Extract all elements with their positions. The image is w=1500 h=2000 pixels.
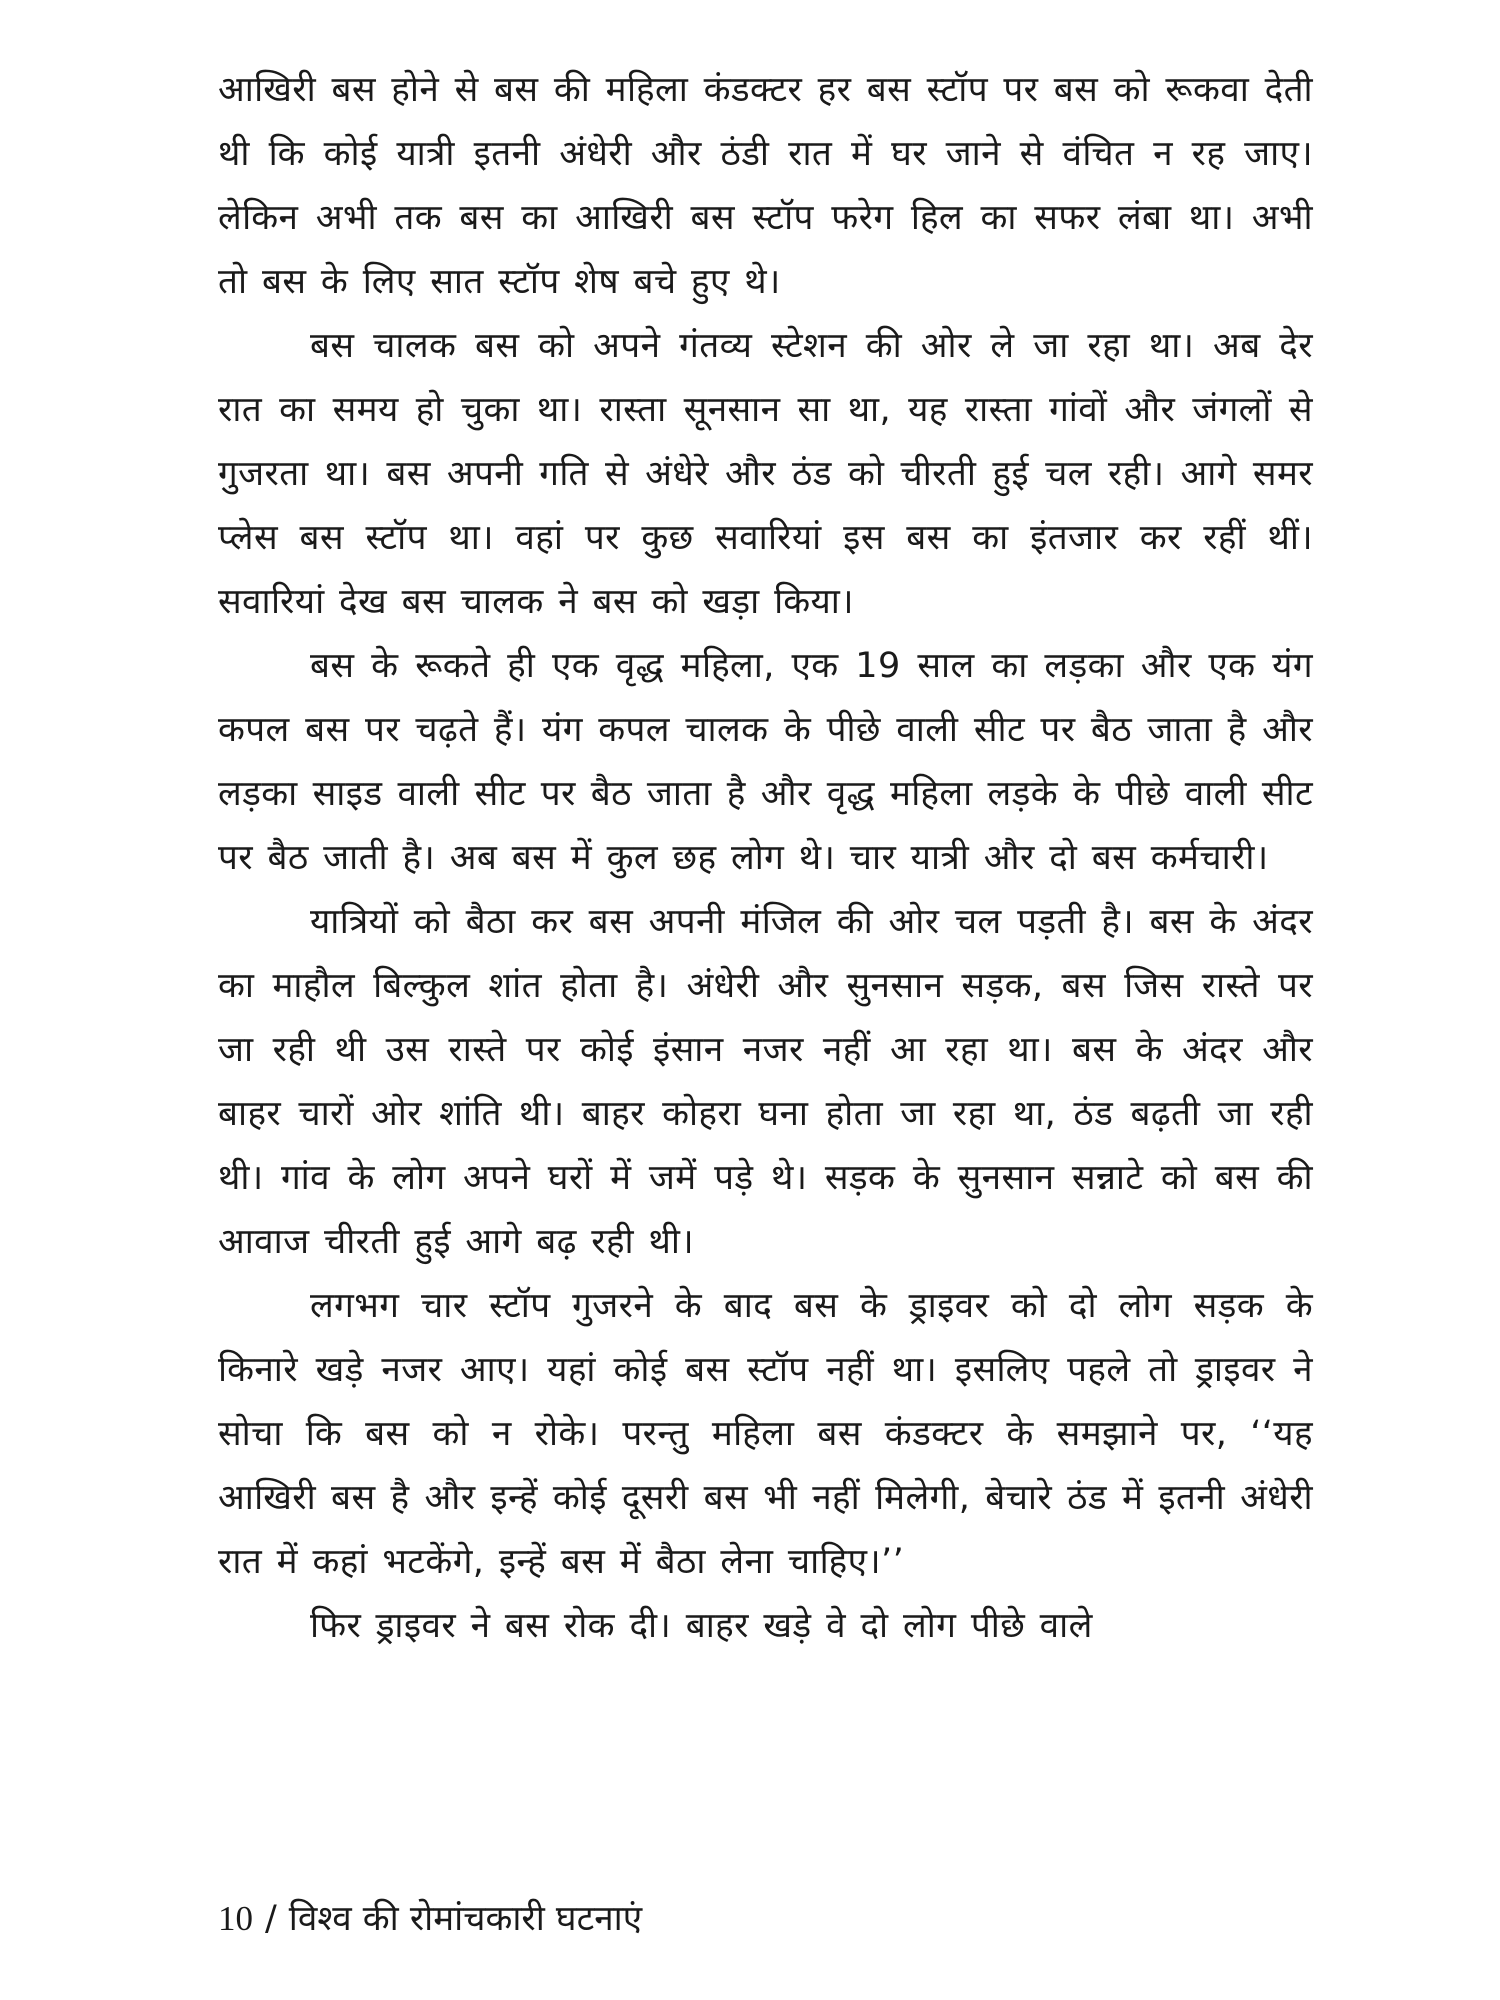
paragraph-2: बस चालक बस को अपने गंतव्य स्टेशन की ओर ले जा रहा था। अब देर रात का समय हो चुका था। रास्ता सूनसान सा था, यह रास्ता गांवों और जंगलों से गुजरता था। बस अपनी गति से अंधेरे और ठंड को चीरती हुई चल रही। आगे समर प्लेस बस स्टॉप था। वहां पर कुछ सवारियां इस बस का इंतजार कर रहीं थीं। सवारियां देख बस चालक ने बस को खड़ा किया। xyxy=(218,326,1313,622)
page-number: 10 xyxy=(218,1899,253,1938)
paragraph-5: लगभग चार स्टॉप गुजरने के बाद बस के ड्राइवर को दो लोग सड़क के किनारे खड़े नजर आए। यहां कोई बस स्टॉप नहीं था। इसलिए पहले तो ड्राइवर ने सोचा कि बस को न रोके। परन्तु महिला बस कंडक्टर के समझाने पर, ‘‘यह आखिरी बस है और इन्हें कोई दूसरी बस भी नहीं मिलेगी, बेचारे ठंड में इतनी अंधेरी रात में कहां भटकेंगे, इन्हें बस में बैठा लेना चाहिए।’’ xyxy=(218,1286,1313,1582)
paragraph-6: फिर ड्राइवर ने बस रोक दी। बाहर खड़े वे दो लोग पीछे वाले xyxy=(310,1606,1093,1646)
paragraph-3: बस के रूकते ही एक वृद्ध महिला, एक 19 साल का लड़का और एक यंग कपल बस पर चढ़ते हैं। यंग कपल चालक के पीछे वाली सीट पर बैठ जाता है और लड़का साइड वाली सीट पर बैठ जाता है और वृद्ध महिला लड़के के पीछे वाली सीट पर बैठ जाती है। अब बस में कुल छह लोग थे। चार यात्री और दो बस कर्मचारी। xyxy=(218,646,1313,878)
body-text xyxy=(218,58,1313,1658)
footer-separator: / xyxy=(265,1899,277,1939)
paragraph-1: आखिरी बस होने से बस की महिला कंडक्टर हर बस स्टॉप पर बस को रूकवा देती थी कि कोई यात्री इतनी अंधेरी और ठंडी रात में घर जाने से वंचित न रह जाए। लेकिन अभी तक बस का आखिरी बस स्टॉप फरेग हिल का सफर लंबा था। अभी तो बस के लिए सात स्टॉप शेष बचे हुए थे। xyxy=(218,70,1313,302)
page-footer xyxy=(218,1897,1118,1941)
paragraph-4: यात्रियों को बैठा कर बस अपनी मंजिल की ओर चल पड़ती है। बस के अंदर का माहौल बिल्कुल शांत होता है। अंधेरी और सुनसान सड़क, बस जिस रास्ते पर जा रही थी उस रास्ते पर कोई इंसान नजर नहीं आ रहा था। बस के अंदर और बाहर चारों ओर शांति थी। बाहर कोहरा घना होता जा रहा था, ठंड बढ़ती जा रही थी। गांव के लोग अपने घरों में जमें पड़े थे। सड़क के सुनसान सन्नाटे को बस की आवाज चीरती हुई आगे बढ़ रही थी। xyxy=(218,902,1313,1262)
book-title: विश्व की रोमांचकारी घटनाएं xyxy=(288,1899,643,1939)
